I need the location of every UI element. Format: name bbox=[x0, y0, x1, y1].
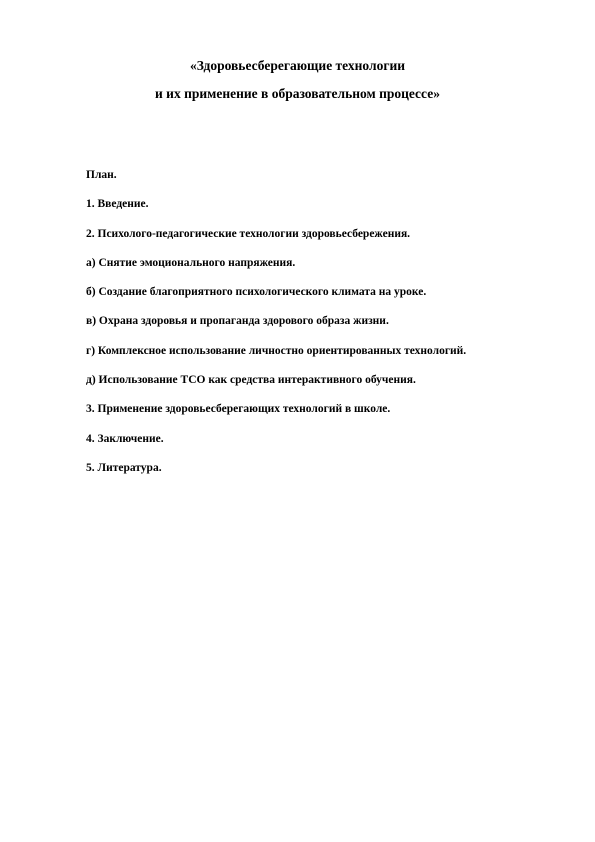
plan-item-conclusion: 4. Заключение. bbox=[86, 432, 164, 445]
plan-subitem-b: б) Создание благоприятного психологического климата на уроке. bbox=[86, 286, 427, 299]
plan-item-psych-pedagogical: 2. Психолого-педагогические технологии здоровьесбережения. bbox=[86, 227, 411, 240]
plan-item-literature: 5. Литература. bbox=[86, 461, 162, 474]
plan-section bbox=[86, 168, 566, 490]
plan-subitem-d: д) Использование ТСО как средства интерактивного обучения. bbox=[86, 374, 416, 387]
plan-subitem-a: а) Снятие эмоционального напряжения. bbox=[86, 256, 296, 269]
plan-heading: План. bbox=[86, 169, 117, 181]
plan-item-introduction: 1. Введение. bbox=[86, 198, 149, 211]
document-title-line-2: и их применение в образовательном процессе» bbox=[155, 86, 440, 101]
plan-subitem-g: г) Комплексное использование личностно ориентированных технологий. bbox=[86, 344, 467, 357]
document-title-line-1: «Здоровьесберегающие технологии bbox=[189, 58, 406, 73]
plan-subitem-v: в) Охрана здоровья и пропаганда здорового образа жизни. bbox=[86, 315, 389, 328]
plan-item-application: 3. Применение здоровьесберегающих технологий в школе. bbox=[86, 403, 391, 416]
